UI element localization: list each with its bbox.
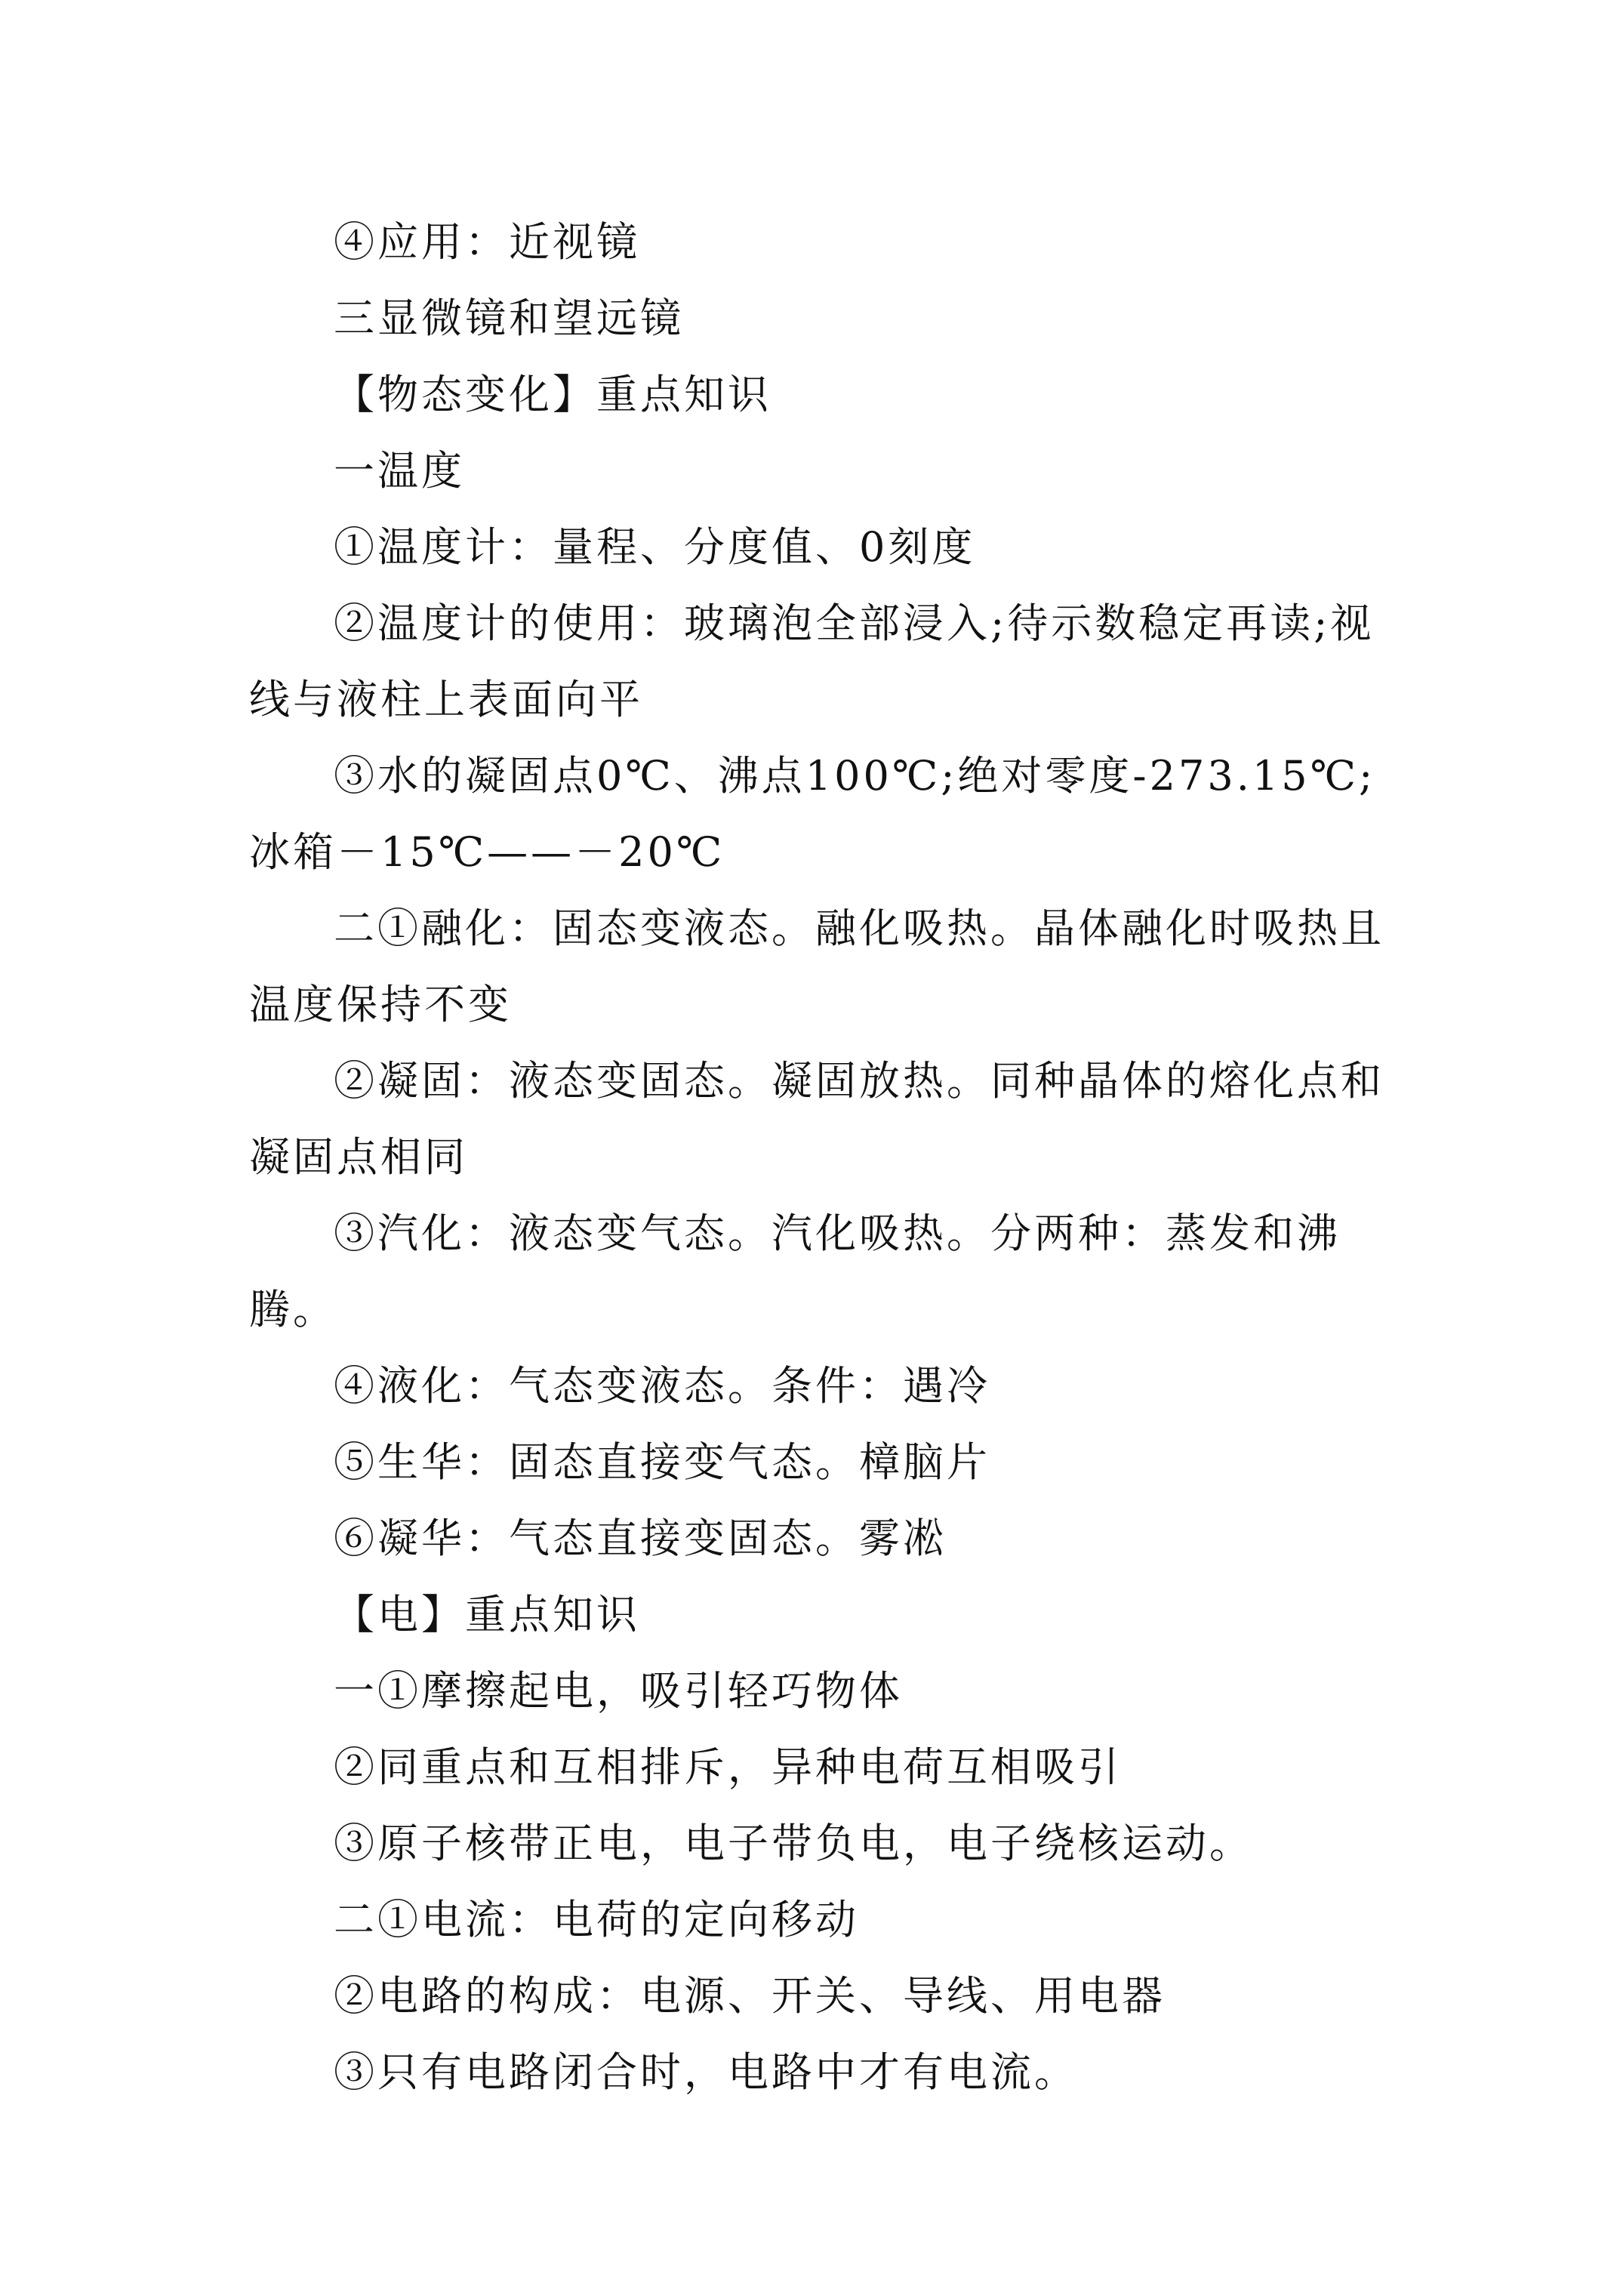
paragraph-vaporization: ③汽化：液态变气态。汽化吸热。分两种：蒸发和沸腾。	[249, 1210, 1341, 1333]
paragraph-liquefaction: ④液化：气态变液态。条件：遇冷	[334, 1362, 990, 1410]
paragraph-microscope-telescope: 三显微镜和望远镜	[334, 294, 684, 342]
paragraph-current: 二①电流：电荷的定向移动	[334, 1896, 859, 1943]
paragraph-application-myopia-glasses: ④应用：近视镜	[334, 218, 640, 266]
paragraph-thermometer: ①温度计：量程、分度值、0刻度	[334, 523, 976, 571]
paragraph-sublimation: ⑤生华：固态直接变气态。樟脑片	[334, 1438, 990, 1486]
paragraph-temperature: 一温度	[334, 447, 465, 495]
document-body	[249, 204, 1397, 2110]
paragraph-thermometer-usage: ②温度计的使用：玻璃泡全部浸入;待示数稳定再读;视线与液柱上表面向平	[249, 599, 1375, 723]
paragraph-circuit-components: ②电路的构成：电源、开关、导线、用电器	[334, 1972, 1166, 2020]
paragraph-solidification: ②凝固：液态变固态。凝固放热。同种晶体的熔化点和凝固点相同	[249, 1057, 1384, 1181]
paragraph-freezing-boiling-points: ③水的凝固点0℃、沸点100℃;绝对零度-273.15℃;冰箱－15℃——－20℃	[249, 752, 1376, 876]
paragraph-friction-charging: 一①摩擦起电，吸引轻巧物体	[334, 1667, 903, 1715]
paragraph-atom-structure: ③原子核带正电，电子带负电，电子绕核运动。	[334, 1820, 1253, 1867]
section-heading-electricity: 【电】重点知识	[334, 1591, 640, 1638]
paragraph-deposition: ⑥凝华：气态直接变固态。雾凇	[334, 1515, 947, 1562]
section-heading-state-change: 【物态变化】重点知识	[334, 371, 771, 418]
paragraph-melting: 二①融化：固态变液态。融化吸热。晶体融化时吸热且温度保持不变	[249, 905, 1384, 1028]
paragraph-closed-circuit: ③只有电路闭合时，电路中才有电流。	[334, 2048, 1078, 2096]
paragraph-charge-interaction: ②同重点和互相排斥，异种电荷互相吸引	[334, 1743, 1122, 1791]
